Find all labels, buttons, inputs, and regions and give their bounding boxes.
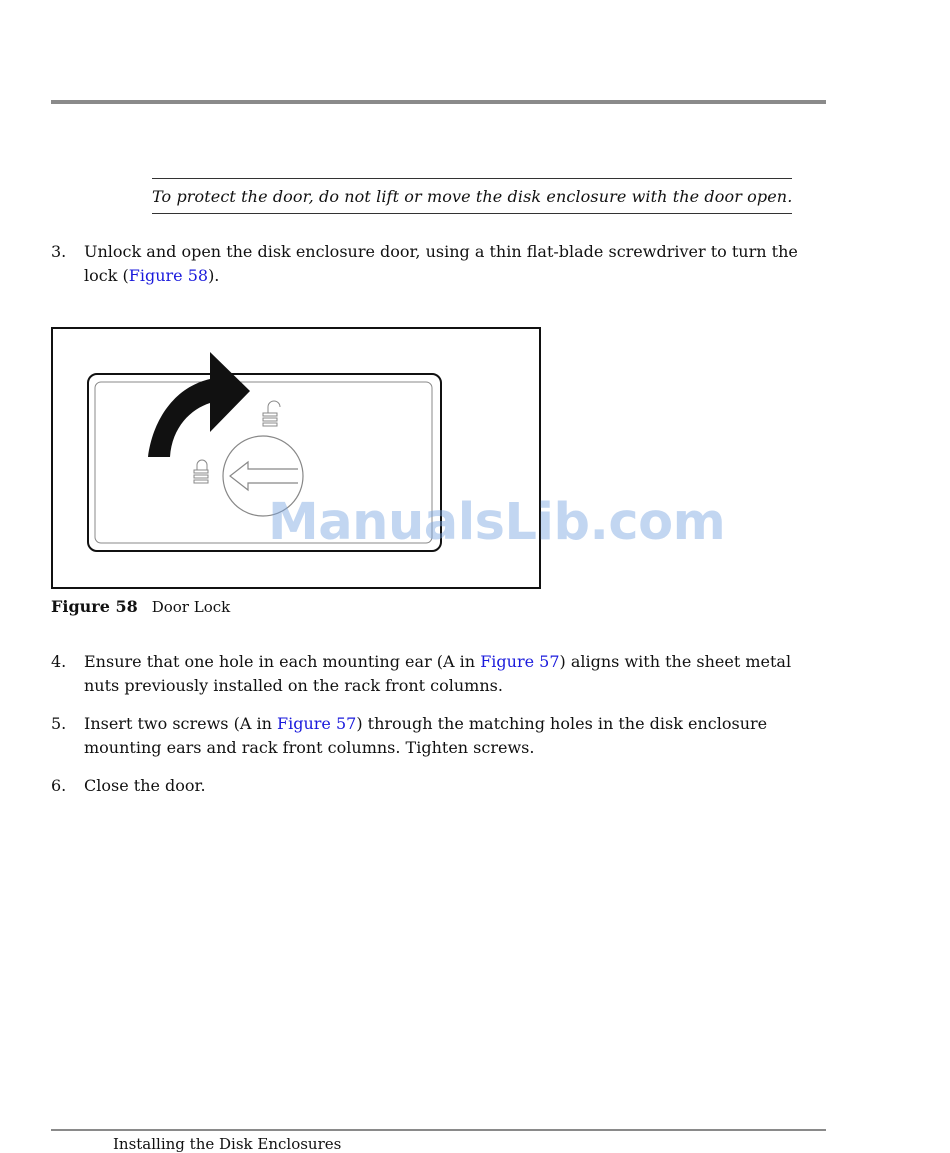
- step-number: 6.: [51, 776, 67, 795]
- step-text-fragment: lock (: [84, 266, 129, 285]
- figure-57-link[interactable]: Figure 57: [276, 714, 357, 733]
- watermark: ManualsLib.com: [268, 493, 726, 552]
- step-text-fragment: ).: [208, 266, 220, 285]
- step-text-fragment: Insert two screws (A in: [84, 714, 277, 733]
- step-text-fragment: ) aligns with the sheet metal: [559, 652, 792, 671]
- step-text-fragment: Ensure that one hole in each mounting ear (A in: [84, 652, 481, 671]
- footer-rule: [51, 1129, 826, 1131]
- step-text-fragment: ) through the matching holes in the disk enclosure: [356, 714, 768, 733]
- step-text: [84, 650, 811, 698]
- figure-caption: [51, 597, 230, 616]
- step-6: [51, 774, 811, 798]
- step-text: [84, 712, 811, 760]
- figure-label: Figure 58: [51, 597, 138, 616]
- step-5: [51, 712, 811, 760]
- step-text-line: Unlock and open the disk enclosure door, using a thin flat-blade screwdriver to turn the: [84, 242, 798, 261]
- step-text-line: nuts previously installed on the rack front columns.: [84, 676, 503, 695]
- step-text: [84, 240, 811, 288]
- step-text-line: Close the door.: [84, 776, 206, 795]
- step-number: 3.: [51, 242, 67, 261]
- step-text-line: mounting ears and rack front columns. Tighten screws.: [84, 738, 535, 757]
- header-rule: [51, 100, 826, 104]
- step-3: [51, 240, 811, 288]
- caution-note: [152, 178, 792, 214]
- step-text: [84, 774, 811, 798]
- step-number: 4.: [51, 652, 67, 671]
- figure-58-link[interactable]: Figure 58: [128, 266, 209, 285]
- caution-text: To protect the door, do not lift or move the disk enclosure with the door open.: [152, 187, 793, 206]
- step-number: 5.: [51, 714, 67, 733]
- step-4: [51, 650, 811, 698]
- figure-title: Door Lock: [151, 598, 231, 616]
- footer-text: Installing the Disk Enclosures: [113, 1135, 342, 1153]
- figure-57-link[interactable]: Figure 57: [480, 652, 560, 671]
